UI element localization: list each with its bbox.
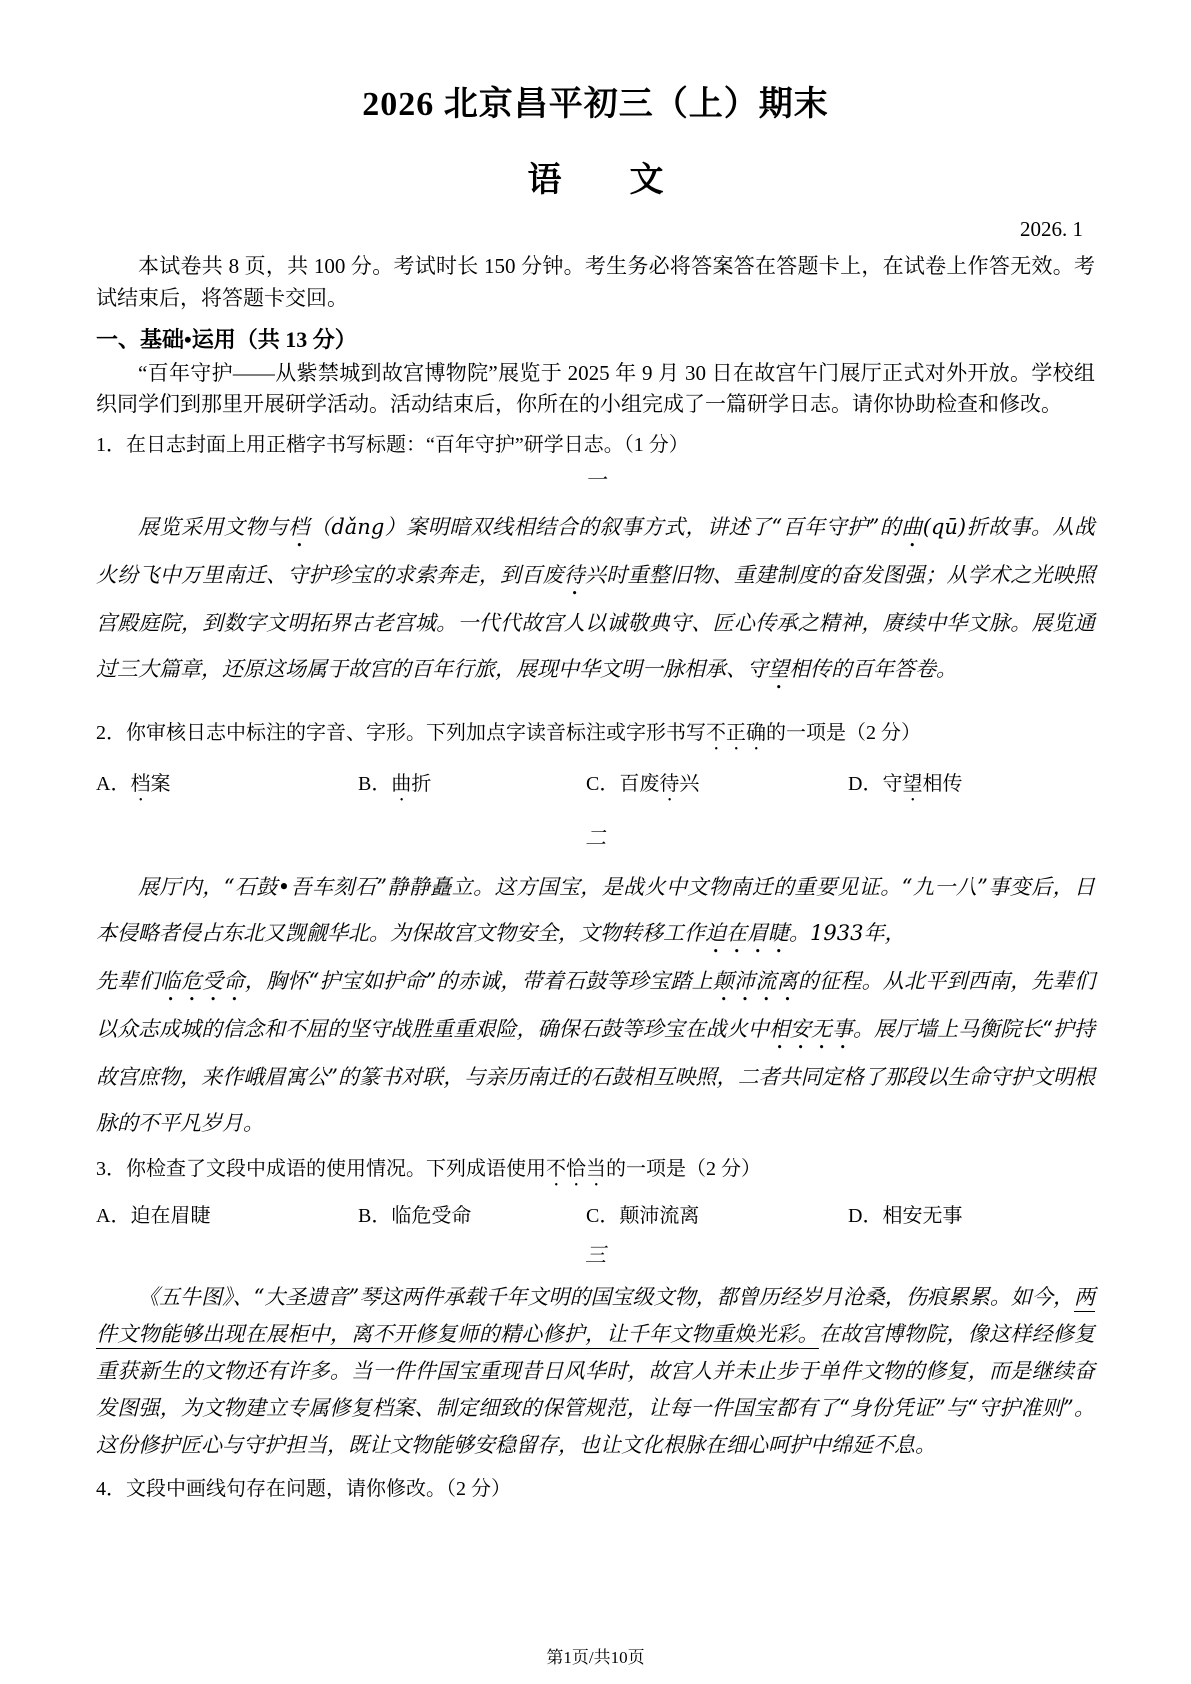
q2-option-b: B．曲折 <box>358 773 432 795</box>
q3-option-b: B．临危受命 <box>358 1205 472 1227</box>
exam-notice: 本试卷共 8 页，共 100 分。考试时长 150 分钟。考生务必将答案答在答题卡上，在试卷上作答无效。考试结束后，将答题卡交回。 <box>96 254 1095 310</box>
question-4: 4．文段中画线句存在问题，请你修改。（2 分） <box>96 1478 511 1500</box>
question-2: 2．你审核日志中标注的字音、字形。下列加点字读音标注或字形书写不正确的一项是（2 分） <box>96 722 921 744</box>
q3-option-c: C．颠沛流离 <box>586 1205 700 1227</box>
passage-three-text: 《五牛图》、“大圣遗音”琴这两件承载千年文明的国宝级文物，都曾历经岁月沧桑，伤痕累累。如今，两件文物能够出现在展柜中，离不开修复师的精心修护，让千年文物重焕光彩。在故宫博物院，像这样经修复重获新生的文物还有许多。当一件件国宝重现昔日风华时，故宫人并未止步于单件文物的修复，而是继续奋发图强，为文物建立专属修复档案、制定细致的保管规范，让每一件国宝都有了“身份凭证”与“守护准则”。这份修护匠心与守护担当，既让文物能够安稳留存，也让文化根脉在细心呵护中绵延不息。 <box>96 1285 1096 1457</box>
passage-one-text: 展览采用文物与档（dǎng）案明暗双线相结合的叙事方式，讲述了“百年守护”的曲(qū)折故事。从战火纷飞中万里南迁、守护珍宝的求索奔走，到百废待兴时重整旧物、重建制度的奋发图强；从学术之光映照宫殿庭院，到数字文明拓界古老宫城。一代代故宫人以诚敬典守、匠心传承之精神，赓续中华文脉。展览通过三大篇章，还原这场属于故宫的百年行旅，展现中华文明一脉相承、守望相传的百年答卷。 <box>96 515 1096 681</box>
q2-option-a: A．档案 <box>96 773 171 795</box>
question-3-options <box>96 1203 1095 1229</box>
question-1: 1．在日志封面上用正楷字书写标题：“百年守护”研学日志。（1 分） <box>96 434 689 456</box>
exam-subject: 语 文 <box>527 162 664 199</box>
q2-option-c: C．百废待兴 <box>586 773 700 795</box>
exam-date: 2026. 1 <box>1020 217 1083 241</box>
passage-three-label: 三 <box>585 1243 606 1267</box>
passage-two-label: 二 <box>585 826 606 850</box>
exam-title: 2026 北京昌平初三（上）期末 <box>362 86 829 123</box>
q3-option-a: A．迫在眉睫 <box>96 1205 211 1227</box>
page-number: 第1页/共10页 <box>546 1648 645 1667</box>
passage-one-label: 一 <box>585 468 606 492</box>
passage-two-text: 展厅内，“石鼓•吾车刻石”静静矗立。这方国宝，是战火中文物南迁的重要见证。“九一八”事变后，日本侵略者侵占东北又觊觎华北。为保故宫文物安全，文物转移工作迫在眉睫。1933年， 先辈们临危受命，胸怀“护宝如护命”的赤诚，带着石鼓等珍宝踏上颠沛流离的征程。从北平到西南，先辈们以众志成城的信念和不屈的坚守战胜重重艰险，确保石鼓等珍宝在战火中相安无事。展厅墙上马衡院长“护持故宫庶物，来作峨眉寓公”的篆书对联，与亲历南迁的石鼓相互映照，二者共同定格了那段以生命守护文明根脉的不平凡岁月。 <box>96 875 1096 1135</box>
question-3: 3．你检查了文段中成语的使用情况。下列成语使用不恰当的一项是（2 分） <box>96 1158 761 1180</box>
question-2-options <box>96 771 1095 806</box>
section-one-lead: “百年守护——从紫禁城到故宫博物院”展览于 2025 年 9 月 30 日在故宫午门展厅正式对外开放。学校组织同学们到那里开展研学活动。活动结束后，你所在的小组完成了一篇研学日志。请你协助检查和修改。 <box>96 361 1095 416</box>
q2-option-d: D．守望相传 <box>848 773 963 795</box>
q3-option-d: D．相安无事 <box>848 1205 963 1227</box>
section-one-heading: 一、基础•运用（共 13 分） <box>96 327 357 352</box>
